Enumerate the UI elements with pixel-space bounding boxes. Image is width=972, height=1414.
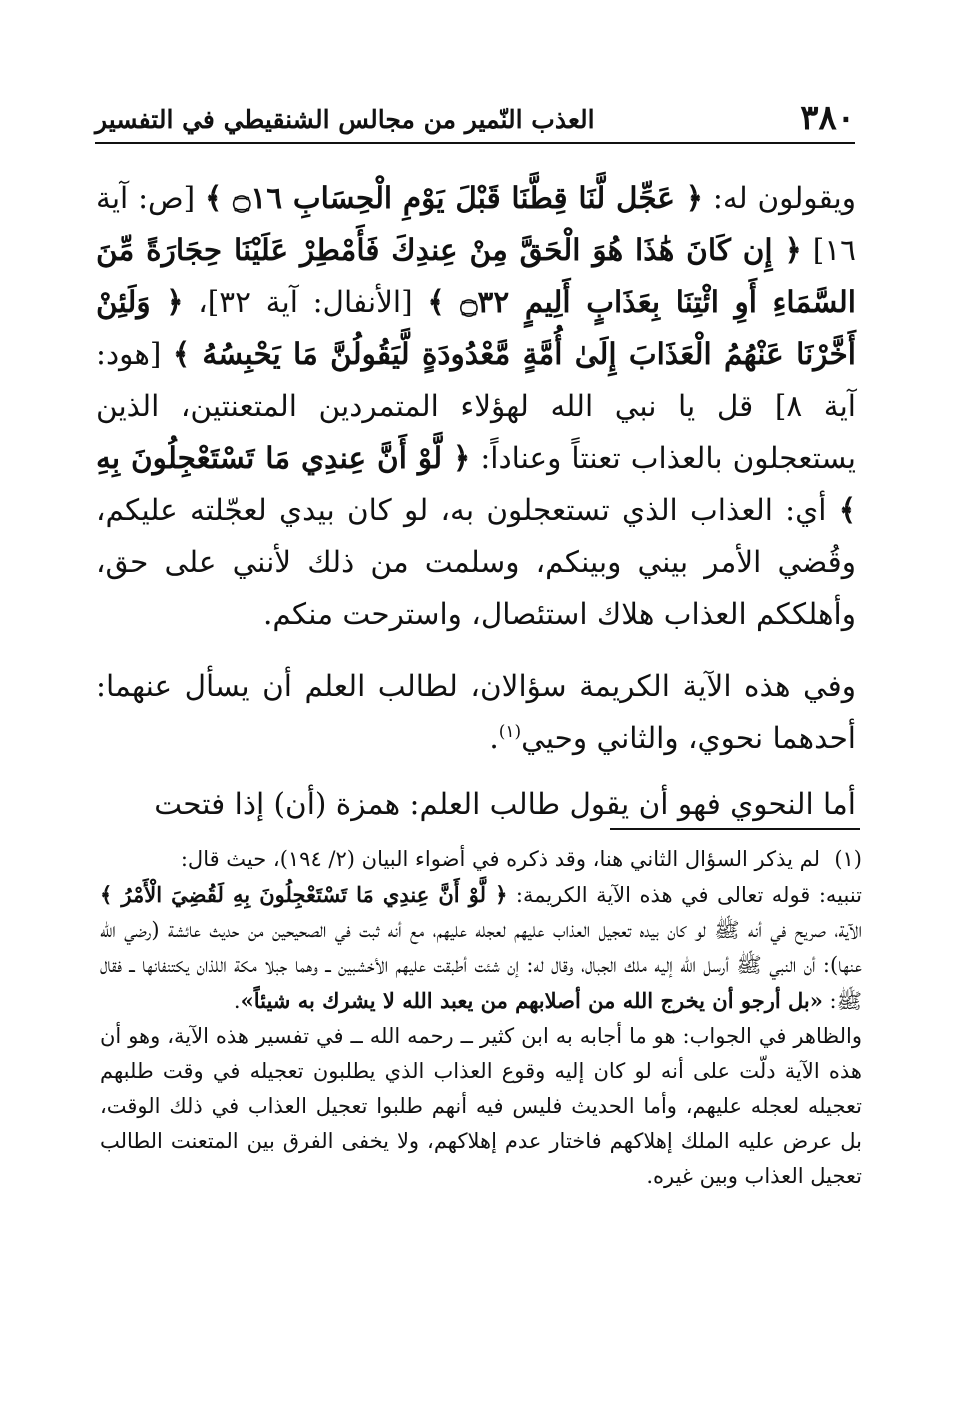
footnote-reference: (١) [498, 722, 522, 743]
page-header [95, 92, 855, 144]
main-paragraph-3: أما النحوي فهو أن يقول طالب العلم: همزة (أن) إذا فتحت [154, 787, 856, 821]
main-text [96, 172, 856, 830]
text-segment: وفي هذه الآية الكريمة سؤالان، لطالب العلم أن يسأل عنهما: أحدهما نحوي، والثاني وحيي [96, 669, 856, 755]
text-segment: الآية، صريح في أنه ﷺ لو كان بيده تعجيل العذاب عليهم لعجله عليهم، مع أنه ثبت في الصحيحين من حديث عائشة (رضي الله عنها): أن النبي ﷺ أرسل الله إليه ملك الجبال، وقال له: إن شئت أطبقت عليهم الأخشبين ــ وهما جبلا مكة اللذان يكتنفانها ــ فقال ﷺ: [100, 918, 862, 1013]
running-title: العذب النّمير من مجالس الشنقيطي في التفسير [95, 105, 595, 134]
quran-verse: ﴿ إِن كَانَ هَٰذَا هُوَ الْحَقَّ مِنْ عِندِكَ فَأَمْطِرْ عَلَيْنَا حِجَارَةً مِّنَ السَّمَاءِ أَوِ ائْتِنَا بِعَذَابٍ أَلِيمٍ ۝٣٢ ﴾ [96, 232, 856, 319]
footnote-separator [610, 828, 860, 830]
text-segment: . [233, 989, 241, 1013]
text-segment: تنبيه: قوله تعالى في هذه الآية الكريمة: [507, 883, 863, 907]
main-paragraph-1 [96, 172, 856, 640]
verse-reference: [ص: آية ١٦] [96, 181, 857, 267]
footnote-1 [100, 842, 862, 877]
main-paragraph-2 [96, 660, 856, 764]
text-segment: . [489, 721, 499, 755]
hadith-quote: «بل أرجو أن يخرج الله من أصلابهم من يعبد الله لا يشرك به شيئاً» [240, 988, 823, 1013]
text-segment: [هود: آية ٨] قل يا نبي الله لهؤلاء المتمردين المتعنتين، الذين يستعجلون بالعذاب تعنتاً وعناداً: [96, 337, 857, 475]
quran-verse: ﴿ لَّوْ أَنَّ عِندِي مَا تَسْتَعْجِلُونَ بِهِ ﴾ [96, 440, 856, 527]
text-segment: ويقولون له: [703, 181, 856, 215]
quran-verse: ﴿ لَّوْ أَنَّ عِندِي مَا تَسْتَعْجِلُونَ بِهِ لَقُضِيَ الْأَمْرُ ﴾ [100, 882, 508, 907]
footnote-text: لم يذكر السؤال الثاني هنا، وقد ذكره في أضواء البيان (٢/ ١٩٤)، حيث قال: [180, 847, 820, 871]
footnote-paragraph-1 [100, 877, 862, 1019]
quran-verse: ﴿ عَجِّل لَّنَا قِطَّنَا قَبْلَ يَوْمِ الْحِسَابِ ۝١٦ ﴾ [205, 180, 704, 215]
footnote-paragraph-2: والظاهر في الجواب: هو ما أجابه به ابن كثير ــ رحمه الله ــ في تفسير هذه الآية، وهو أن هذه الآية دلّت على أنه لو كان إليه وقوع العذاب الذي يطلبون تعجيله في وقت طلبهم تعجيله لعجله عليهم، وأما الحديث فليس فيه أنهم طلبوا تعجيل العذاب في ذلك الوقت، بل عرض عليه الملك إهلاكهم فاختار عدم إهلاكهم، ولا يخفى الفرق بين المتعنت الطالب تعجيل العذاب وبين غيره. [100, 1024, 862, 1188]
footnotes [100, 842, 862, 1194]
page-number: ٣٨٠ [800, 98, 855, 138]
text-segment: أي: العذاب الذي تستعجلون به، لو كان بيدي لعجّلته عليكم، وقُضي الأمر بيني وبينكم، وسلمت من ذلك لأنني على حق، وأهلككم العذاب هلاك استئصال، واسترحت منكم. [96, 493, 856, 631]
quran-verse: ﴿ وَلَئِنْ أَخَّرْنَا عَنْهُمُ الْعَذَابَ إِلَىٰ أُمَّةٍ مَّعْدُودَةٍ لَّيَقُولُنَّ مَا يَحْبِسُهُ ﴾ [96, 284, 856, 371]
footnote-number: (١) [834, 847, 862, 871]
verse-reference: [الأنفال: آية ٣٢]، [183, 285, 428, 319]
